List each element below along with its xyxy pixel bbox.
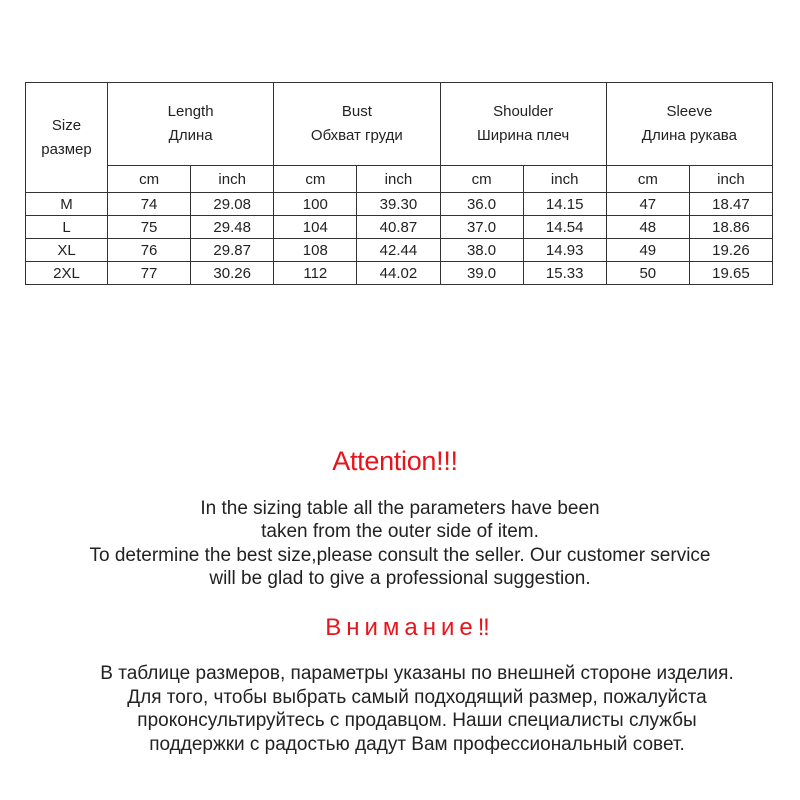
- table-cell: 76: [108, 239, 191, 262]
- unit-cell: cm: [606, 166, 689, 193]
- header-size-ru: размер: [41, 140, 92, 158]
- table-cell: 49: [606, 239, 689, 262]
- table-cell-size: XL: [26, 239, 108, 262]
- table-cell-size: L: [26, 216, 108, 239]
- table-cell: 112: [274, 262, 357, 285]
- table-row: [26, 216, 773, 239]
- table-cell: 38.0: [440, 239, 523, 262]
- table-cell-size: M: [26, 193, 108, 216]
- notice-ru-paragraph: [0, 662, 800, 756]
- table-row: [26, 193, 773, 216]
- table-cell: 108: [274, 239, 357, 262]
- table-cell: 36.0: [440, 193, 523, 216]
- header-bust-ru: Обхват груди: [310, 127, 403, 144]
- attention-title-ru: Внимание‼: [325, 614, 495, 641]
- attention-title: Attention!!!: [332, 446, 458, 476]
- header-length: [108, 83, 274, 166]
- notice-en-paragraph-1: [0, 497, 800, 543]
- header-sleeve: [606, 83, 772, 166]
- notice-en-line: taken from the outer side of item.: [261, 521, 539, 542]
- unit-cell: cm: [440, 166, 523, 193]
- unit-cell: inch: [357, 166, 440, 193]
- table-cell: 30.26: [191, 262, 274, 285]
- table-cell: 104: [274, 216, 357, 239]
- table-cell: 37.0: [440, 216, 523, 239]
- table-units-row: [26, 166, 773, 193]
- notice-ru-line: В таблице размеров, параметры указаны по внешней стороне изделия.: [100, 663, 734, 684]
- table-cell: 19.26: [689, 239, 772, 262]
- unit-cell: inch: [191, 166, 274, 193]
- table-row: [26, 262, 773, 285]
- notice-en-paragraph-2: [0, 544, 800, 590]
- unit-cell: cm: [274, 166, 357, 193]
- table-cell: 29.87: [191, 239, 274, 262]
- table-cell: 29.08: [191, 193, 274, 216]
- table-cell: 14.15: [523, 193, 606, 216]
- unit-cell: cm: [108, 166, 191, 193]
- table-cell: 100: [274, 193, 357, 216]
- table-cell: 18.86: [689, 216, 772, 239]
- table-row: [26, 239, 773, 262]
- header-bust-en: Bust: [341, 103, 372, 120]
- header-shoulder: [440, 83, 606, 166]
- table-cell: 14.93: [523, 239, 606, 262]
- header-shoulder-ru: Ширина плеч: [477, 127, 570, 144]
- table-cell-size: 2XL: [26, 262, 108, 285]
- table-cell: 47: [606, 193, 689, 216]
- size-chart-table: [25, 82, 773, 285]
- table-cell: 75: [108, 216, 191, 239]
- table-cell: 44.02: [357, 262, 440, 285]
- notice-ru-line: поддержки с радостью дадут Вам профессиональный совет.: [149, 733, 685, 755]
- table-cell: 19.65: [689, 262, 772, 285]
- table-cell: 18.47: [689, 193, 772, 216]
- table-cell: 77: [108, 262, 191, 285]
- notice-en-line: will be glad to give a professional suggestion.: [209, 568, 591, 589]
- unit-cell: inch: [689, 166, 772, 193]
- table-cell: 74: [108, 193, 191, 216]
- header-length-ru: Длина: [168, 127, 213, 144]
- table-cell: 15.33: [523, 262, 606, 285]
- header-shoulder-en: Shoulder: [493, 103, 554, 120]
- header-bust: [274, 83, 440, 166]
- header-size-en: Size: [51, 116, 82, 134]
- table-cell: 48: [606, 216, 689, 239]
- notice-en-line: In the sizing table all the parameters have been: [200, 498, 600, 519]
- table-cell: 50: [606, 262, 689, 285]
- notice-ru-line: проконсультируйтесь с продавцом. Наши специалисты службы: [137, 710, 697, 731]
- table-cell: 42.44: [357, 239, 440, 262]
- table-cell: 29.48: [191, 216, 274, 239]
- unit-cell: inch: [523, 166, 606, 193]
- header-size: [26, 83, 108, 193]
- table-cell: 39.30: [357, 193, 440, 216]
- table-cell: 40.87: [357, 216, 440, 239]
- notice-en-line: To determine the best size,please consult the seller. Our customer service: [89, 545, 711, 566]
- header-sleeve-en: Sleeve: [666, 103, 713, 120]
- table-cell: 14.54: [523, 216, 606, 239]
- header-length-en: Length: [167, 103, 214, 120]
- header-sleeve-ru: Длина рукава: [641, 127, 737, 144]
- table-header-row: [26, 83, 773, 166]
- table-cell: 39.0: [440, 262, 523, 285]
- notice-ru-line: Для того, чтобы выбрать самый подходящий размер, пожалуйста: [127, 686, 707, 708]
